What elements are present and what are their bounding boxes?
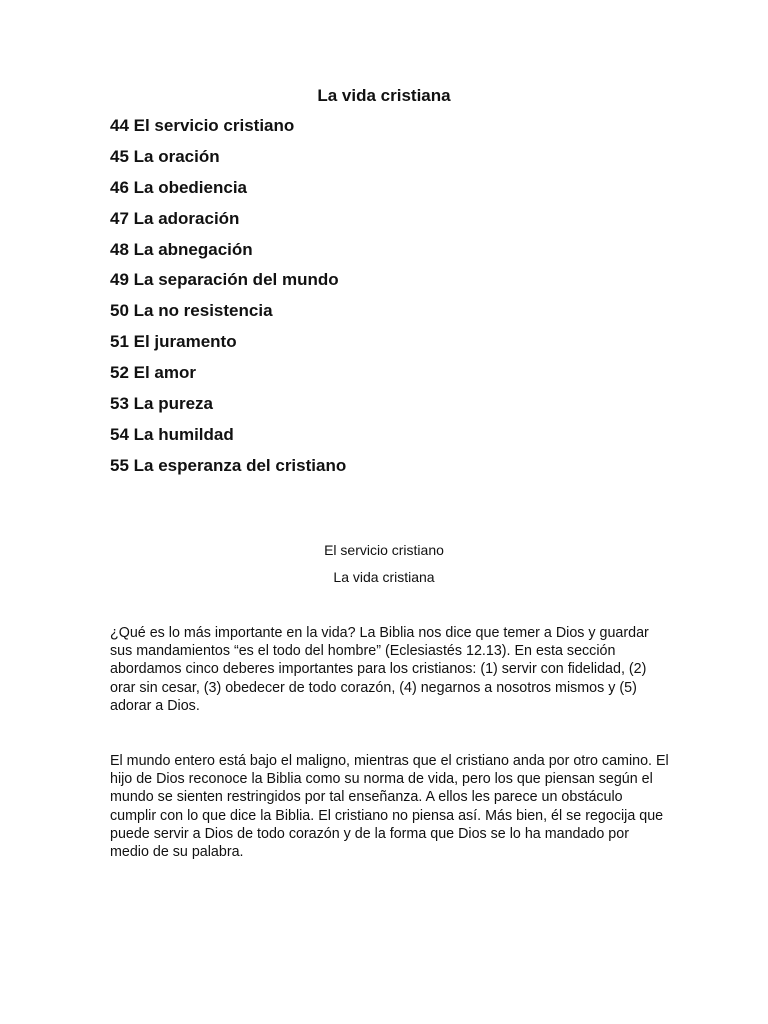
toc-item: 49 La separación del mundo: [110, 270, 339, 290]
toc-item: 46 La obediencia: [110, 177, 247, 197]
paragraph-body: El mundo entero está bajo el maligno, mientras que el cristiano anda por otro camino. El hijo de Dios reconoce la Biblia como su norma de vida, pero los que piensan según el mundo se sienten restringidos por tal enseñanza. A ellos les parece un obstáculo cumplir con lo que dice la Biblia. El cristiano no piensa así. Más bien, él se regocija que puede servir a Dios de todo corazón y de la forma que Dios se lo ha mandado por medio de su palabra.: [110, 753, 669, 861]
toc-item: 53 La pureza: [110, 394, 213, 414]
toc-item: 54 La humildad: [110, 424, 234, 444]
toc-item: 48 La abnegación: [110, 239, 253, 259]
chapter-heading: El servicio cristiano: [324, 542, 444, 558]
toc-item: 50 La no resistencia: [110, 301, 273, 321]
toc-item: 47 La adoración: [110, 208, 240, 228]
toc-item: 45 La oración: [110, 146, 220, 166]
toc-item: 55 La esperanza del cristiano: [110, 455, 347, 475]
toc-item: 51 El juramento: [110, 332, 237, 352]
chapter-subheading: La vida cristiana: [333, 569, 435, 585]
toc-item: 52 El amor: [110, 363, 196, 383]
toc-item: 44 El servicio cristiano: [110, 116, 295, 135]
page-title: La vida cristiana: [317, 86, 451, 105]
paragraph-intro: ¿Qué es lo más importante en la vida? La Biblia nos dice que temer a Dios y guardar sus mandamientos “es el todo del hombre” (Eclesiastés 12.13). En esta sección abordamos cinco deberes importantes para los cristianos: (1) servir con fidelidad, (2) orar sin cesar, (3) obedecer de todo corazón, (4) negarnos a nosotros mismos y (5) adorar a Dios.: [110, 625, 649, 714]
table-of-contents: [110, 116, 346, 487]
